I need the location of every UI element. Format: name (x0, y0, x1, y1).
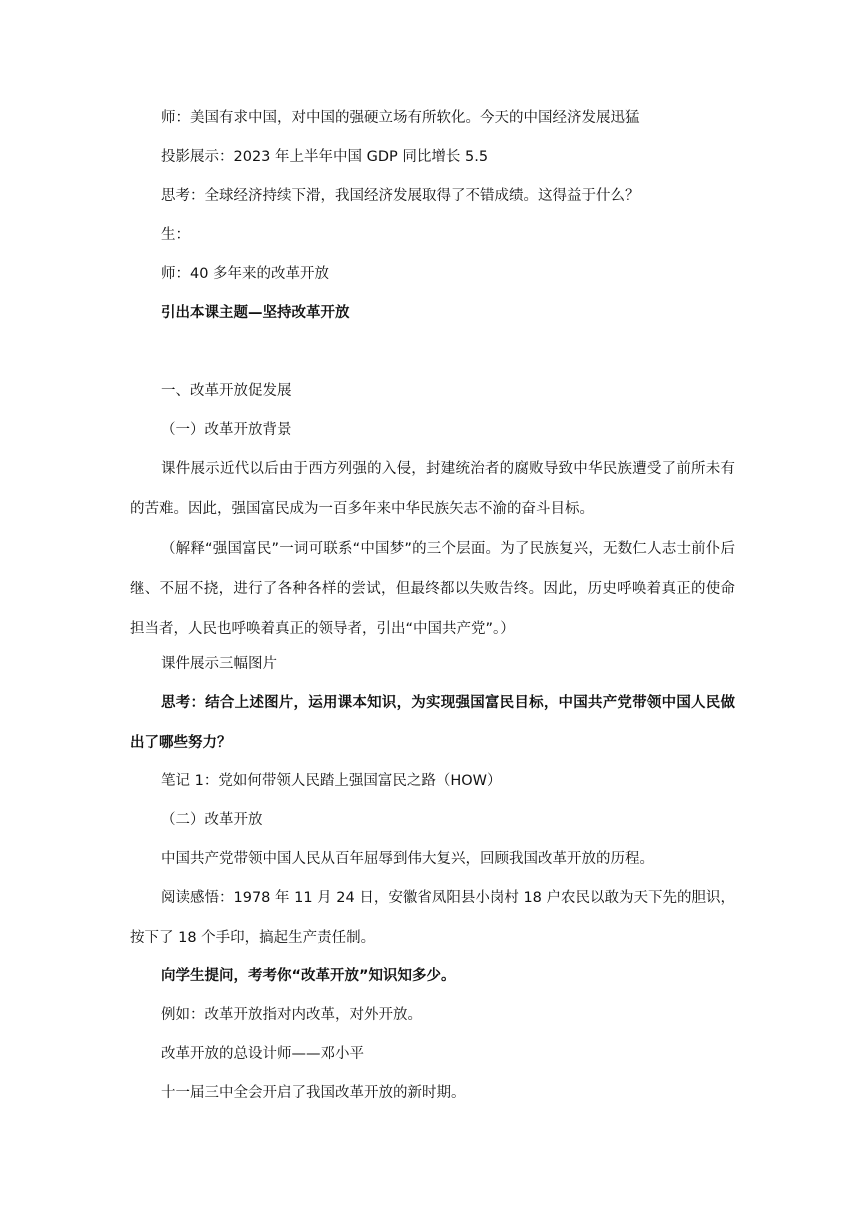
subsection-heading-reform: （二）改革开放 (161, 812, 263, 828)
review-line: 中国共产党带领中国人民从百年屈辱到伟大复兴，回顾我国改革开放的历程。 (161, 851, 654, 867)
images-line: 课件展示三幅图片 (161, 656, 277, 672)
background-paragraph: 课件展示近代以后由于西方列强的入侵，封建统治者的腐败导致中华民族遭受了前所未有的苦难。因此，强国富民成为一百多年来中华民族矢志不渝的奋斗目标。 (130, 461, 735, 517)
teacher-line-economy: 师：美国有求中国，对中国的强硬立场有所软化。今天的中国经济发展迅猛 (161, 110, 640, 126)
subsection-heading-background: （一）改革开放背景 (161, 422, 292, 438)
teacher-line-reform: 师：40 多年来的改革开放 (161, 266, 330, 282)
plenum-line: 十一届三中全会开启了我国改革开放的新时期。 (161, 1085, 466, 1101)
lesson-topic-heading: 引出本课主题—坚持改革开放 (161, 305, 350, 321)
projection-gdp-line: 投影展示：2023 年上半年中国 GDP 同比增长 5.5 (161, 149, 489, 165)
question-line: 向学生提问，考考你“改革开放”知识知多少。 (161, 968, 456, 984)
think-question-line: 思考：全球经济持续下滑，我国经济发展取得了不错成绩。这得益于什么？ (161, 188, 640, 204)
explanation-paragraph: （解释“强国富民”一词可联系“中国梦”的三个层面。为了民族复兴，无数仁人志士前仆后继、不屈不挠，进行了各种各样的尝试，但最终都以失败告终。因此，历史呼唤着真正的使命担当者，人民也呼唤着真正的领导者，引出“中国共产党”。） (130, 541, 735, 637)
reading-paragraph: 阅读感悟：1978 年 11 月 24 日，安徽省凤阳县小岗村 18 户农民以敢为天下先的胆识，按下了 18 个手印，搞起生产责任制。 (130, 890, 736, 946)
section-heading-1: 一、改革开放促发展 (161, 383, 292, 399)
think-paragraph: 思考：结合上述图片，运用课本知识，为实现强国富民目标，中国共产党带领中国人民做出了哪些努力？ (130, 695, 735, 751)
note-line: 笔记 1：党如何带领人民踏上强国富民之路（HOW） (161, 773, 502, 789)
designer-line: 改革开放的总设计师——邓小平 (161, 1046, 364, 1062)
example-line: 例如：改革开放指对内改革，对外开放。 (161, 1007, 422, 1023)
student-line: 生： (161, 227, 190, 243)
